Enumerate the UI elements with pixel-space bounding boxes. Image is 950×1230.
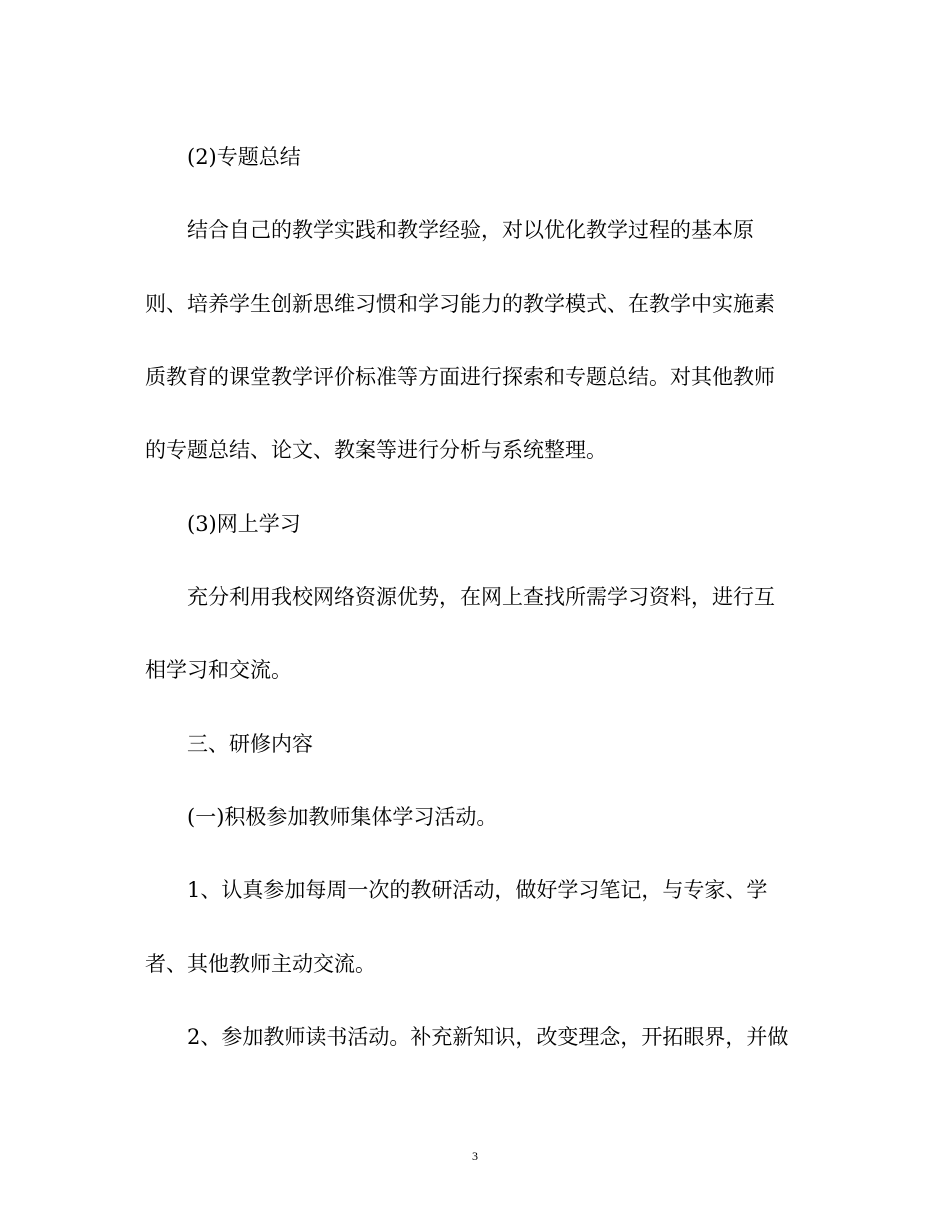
list-item-line: 2、参加教师读书活动。补充新知识，改变理念，开拓眼界，并做 xyxy=(187,1025,789,1049)
page-number: 3 xyxy=(472,1149,478,1163)
paragraph-line: 充分利用我校网络资源优势，在网上查找所需学习资料，进行互 xyxy=(187,585,775,609)
paragraph-line: 的专题总结、论文、教案等进行分析与系统整理。 xyxy=(145,438,607,462)
heading-online-learning: (3)网上学习 xyxy=(187,512,301,536)
list-item-line: 者、其他教师主动交流。 xyxy=(145,952,376,976)
paragraph-line: 则、培养学生创新思维习惯和学习能力的教学模式、在教学中实施素 xyxy=(145,292,775,316)
paragraph-line: 相学习和交流。 xyxy=(145,658,292,682)
subheading-collective-learning: (一)积极参加教师集体学习活动。 xyxy=(187,805,498,829)
heading-special-summary: (2)专题总结 xyxy=(187,145,301,169)
heading-section-three: 三、研修内容 xyxy=(187,732,313,756)
paragraph-line: 结合自己的教学实践和教学经验，对以优化教学过程的基本原 xyxy=(187,218,754,242)
list-item-line: 1、认真参加每周一次的教研活动，做好学习笔记，与专家、学 xyxy=(187,878,768,902)
paragraph-line: 质教育的课堂教学评价标准等方面进行探索和专题总结。对其他教师 xyxy=(145,365,775,389)
